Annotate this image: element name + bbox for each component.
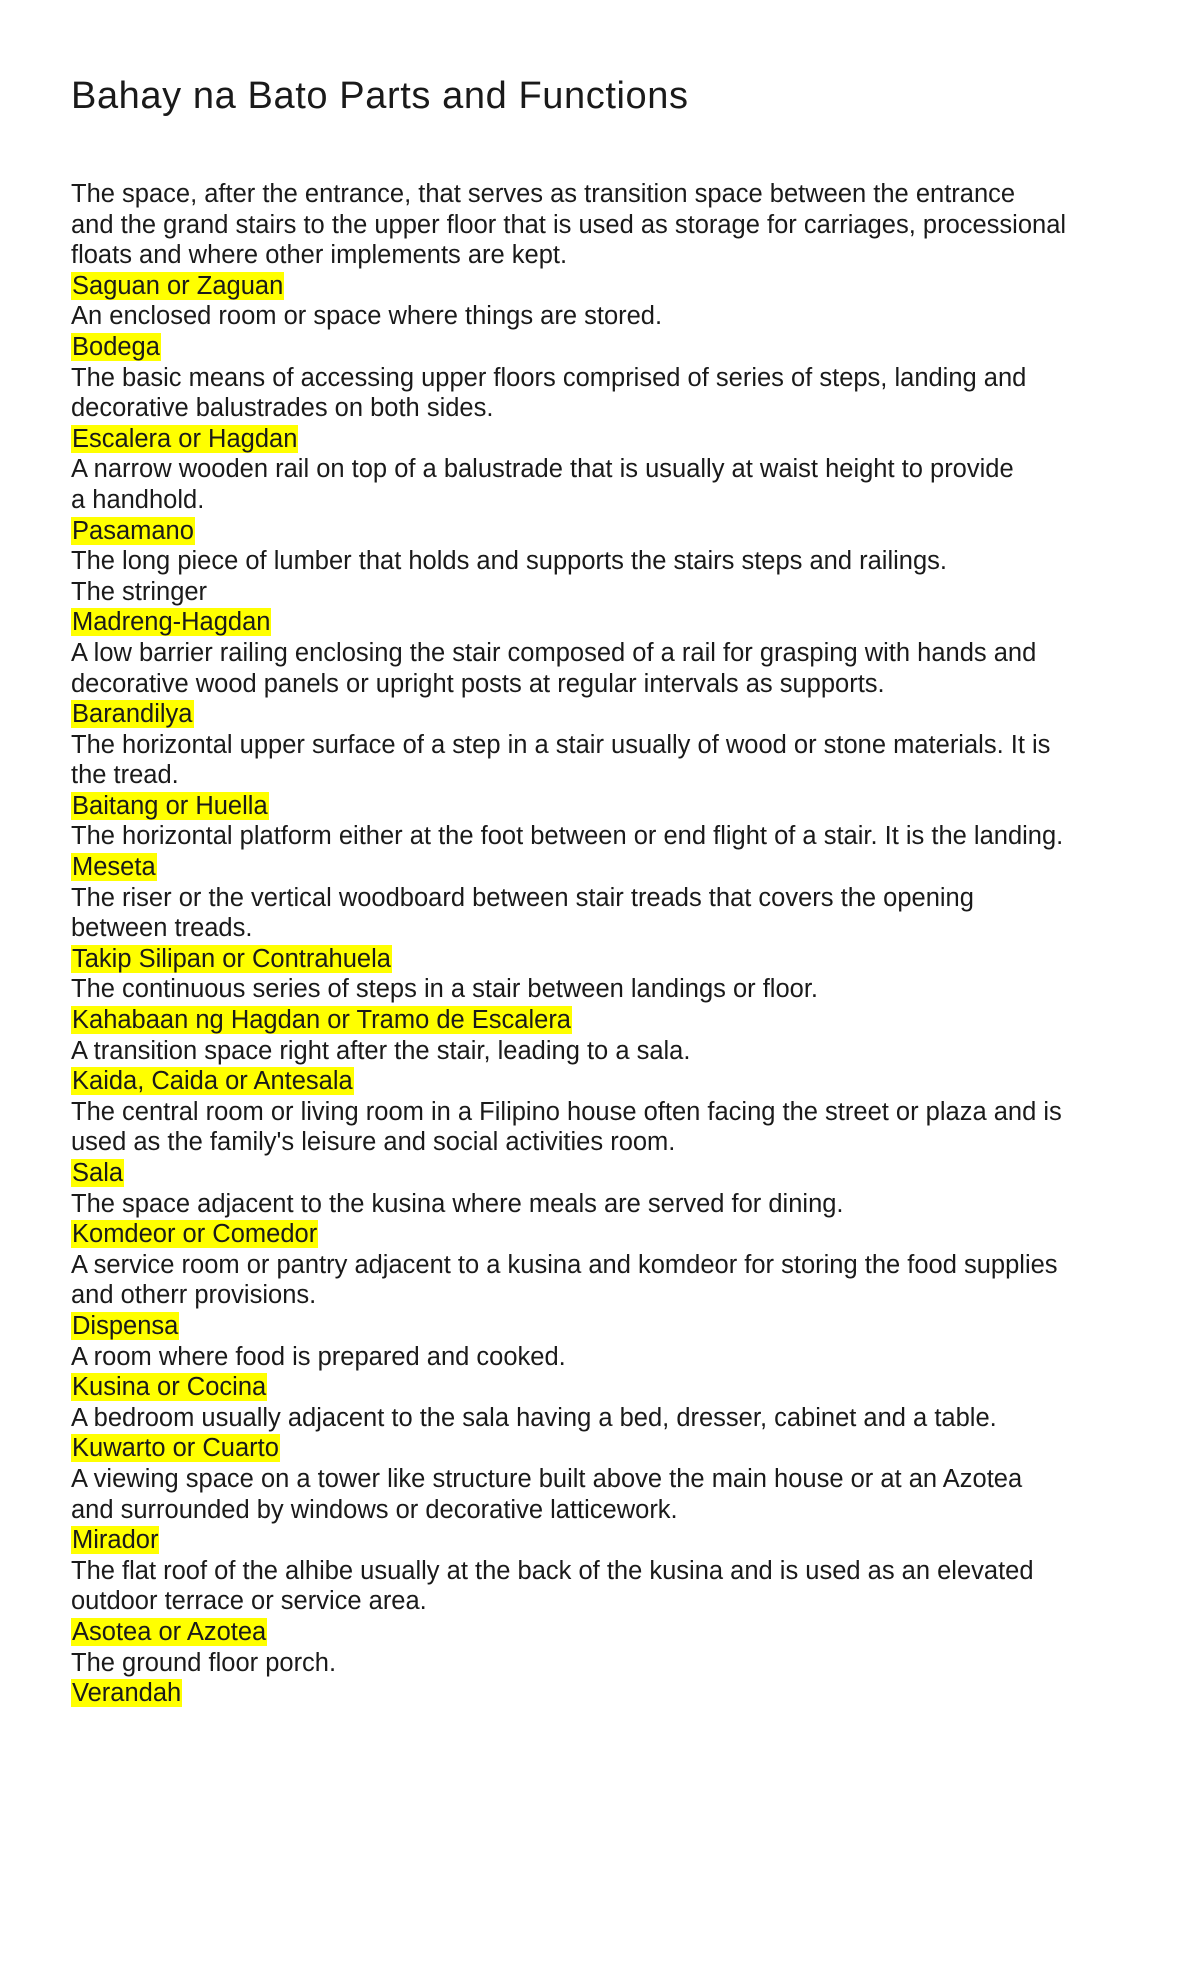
- highlighted-term: Verandah: [72, 1679, 182, 1708]
- highlighted-term: Asotea or Azotea: [72, 1617, 267, 1646]
- entry-term-line: [71, 1433, 1151, 1464]
- highlighted-term: Sala: [72, 1159, 124, 1187]
- entry: [71, 1403, 1151, 1464]
- highlighted-term: Baitang or Huella: [72, 791, 268, 820]
- entry-description-line: The long piece of lumber that holds and supports the stairs steps and railings.: [71, 547, 948, 576]
- entry-term-line: [71, 852, 1151, 883]
- entry-description-line: a handhold.: [71, 485, 205, 514]
- entry-description-line: The ground floor porch.: [71, 1648, 337, 1677]
- highlighted-term: Kahabaan ng Hagdan or Tramo de Escalera: [72, 1006, 571, 1035]
- entry-term-line: [71, 944, 1151, 975]
- entry-term-line: [71, 607, 1151, 638]
- entries-list: [71, 179, 1151, 1709]
- entry-term-line: [71, 1219, 1151, 1250]
- entry: [71, 730, 1151, 822]
- highlighted-term: Mirador: [72, 1526, 159, 1555]
- entry-term-line: [71, 1372, 1151, 1403]
- entry-term-line: [71, 1005, 1151, 1036]
- entry: [71, 1250, 1151, 1342]
- entry-description-line: The horizontal upper surface of a step in a stair usually of wood or stone materials. It is: [71, 730, 1051, 759]
- highlighted-term: Bodega: [72, 332, 160, 361]
- entry-term-line: [71, 1525, 1151, 1556]
- entry-description-line: The flat roof of the alhibe usually at the back of the kusina and is used as an elevated: [71, 1556, 1034, 1585]
- highlighted-term: Barandilya: [72, 700, 193, 729]
- entry-description-line: The central room or living room in a Filipino house often facing the street or plaza and is: [71, 1097, 1062, 1126]
- entry-description-line: and otherr provisions.: [71, 1281, 317, 1310]
- entry: [71, 179, 1151, 301]
- entry-description-line: and surrounded by windows or decorative latticework.: [71, 1495, 678, 1524]
- entry-description-line: The riser or the vertical woodboard between stair treads that covers the opening: [71, 883, 974, 912]
- entry-description-line: The space, after the entrance, that serves as transition space between the entrance: [71, 180, 1016, 208]
- entry: [71, 546, 1151, 638]
- entry-term-line: [71, 699, 1151, 730]
- entry-term-line: [71, 1066, 1151, 1097]
- entry-term-line: [71, 1311, 1151, 1342]
- entry-term-line: [71, 1678, 1151, 1709]
- highlighted-term: Saguan or Zaguan: [72, 271, 284, 300]
- highlighted-term: Escalera or Hagdan: [72, 424, 298, 453]
- entry-term-line: [71, 332, 1151, 363]
- entry-description-line: The space adjacent to the kusina where meals are served for dining.: [71, 1189, 844, 1218]
- entry-description-line: An enclosed room or space where things are stored.: [71, 302, 663, 331]
- highlighted-term: Dispensa: [72, 1311, 179, 1340]
- entry-term-line: [71, 424, 1151, 455]
- entry-description-line: A service room or pantry adjacent to a kusina and komdeor for storing the food supplies: [71, 1250, 1058, 1279]
- entry: [71, 883, 1151, 975]
- entry: [71, 454, 1151, 546]
- entry-description-line: and the grand stairs to the upper floor that is used as storage for carriages, processional: [71, 210, 1067, 239]
- entry-description-line: used as the family's leisure and social activities room.: [71, 1128, 676, 1157]
- entry-term-line: [71, 1158, 1151, 1189]
- entry: [71, 974, 1151, 1035]
- entry-description-line: outdoor terrace or service area.: [71, 1587, 427, 1616]
- highlighted-term: Pasamano: [72, 516, 194, 545]
- document-title: Bahay na Bato Parts and Functions: [71, 75, 689, 117]
- document-page: [71, 68, 1151, 1709]
- entry: [71, 821, 1151, 882]
- entry-description-line: floats and where other implements are kept.: [71, 241, 568, 270]
- entry-description-line: decorative wood panels or upright posts at regular intervals as supports.: [71, 669, 885, 698]
- entry-description-line: A room where food is prepared and cooked.: [71, 1342, 566, 1371]
- entry: [71, 1036, 1151, 1097]
- highlighted-term: Madreng-Hagdan: [72, 608, 271, 637]
- highlighted-term: Komdeor or Comedor: [72, 1220, 318, 1249]
- entry-term-line: [71, 1617, 1151, 1648]
- entry: [71, 363, 1151, 455]
- entry-description-line: The horizontal platform either at the foot between or end flight of a stair. It is the landing.: [71, 822, 1064, 851]
- entry-term-line: [71, 791, 1151, 822]
- highlighted-term: Kaida, Caida or Antesala: [72, 1067, 353, 1096]
- highlighted-term: Kuwarto or Cuarto: [72, 1434, 279, 1463]
- entry-description-line: The basic means of accessing upper floors comprised of series of steps, landing and: [71, 363, 1027, 392]
- highlighted-term: Takip Silipan or Contrahuela: [72, 944, 391, 973]
- entry-description-line: The continuous series of steps in a stair between landings or floor.: [71, 975, 819, 1004]
- entry: [71, 638, 1151, 730]
- entry-description-line: A low barrier railing enclosing the stair composed of a rail for grasping with hands and: [71, 638, 1037, 667]
- highlighted-term: Meseta: [72, 853, 156, 882]
- entry-description-line: A transition space right after the stair, leading to a sala.: [71, 1036, 691, 1065]
- highlighted-term: Kusina or Cocina: [72, 1373, 267, 1402]
- entry-term-line: [71, 516, 1151, 547]
- entry: [71, 301, 1151, 362]
- entry-description-line: A narrow wooden rail on top of a balustrade that is usually at waist height to provide: [71, 455, 1014, 484]
- entry-description-line: the tread.: [71, 761, 179, 790]
- entry: [71, 1648, 1151, 1709]
- entry-description-line: A bedroom usually adjacent to the sala having a bed, dresser, cabinet and a table.: [71, 1403, 997, 1432]
- entry: [71, 1189, 1151, 1250]
- entry: [71, 1464, 1151, 1556]
- entry-description-line: decorative balustrades on both sides.: [71, 394, 494, 423]
- entry: [71, 1097, 1151, 1189]
- entry: [71, 1342, 1151, 1403]
- entry-description-line: The stringer: [71, 577, 208, 606]
- entry-description-line: between treads.: [71, 914, 253, 943]
- entry-description-line: A viewing space on a tower like structure built above the main house or at an Azotea: [71, 1464, 1023, 1493]
- entry: [71, 1556, 1151, 1648]
- entry-term-line: [71, 271, 1151, 302]
